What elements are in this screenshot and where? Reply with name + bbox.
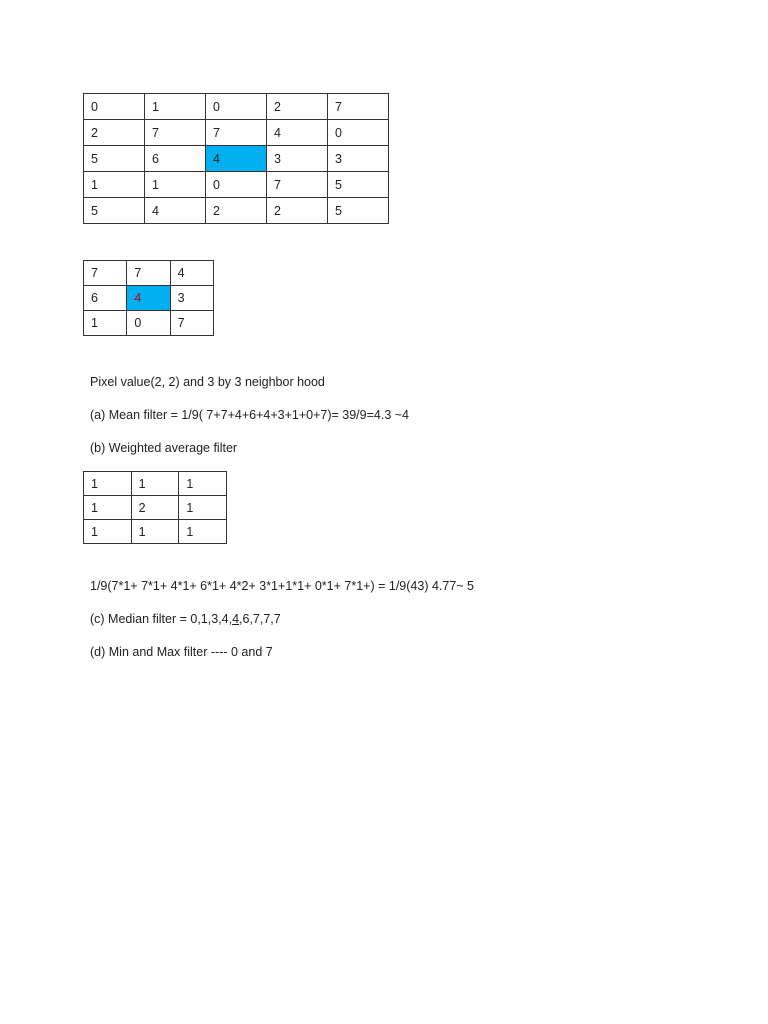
highlighted-center-pixel: 4 <box>127 286 170 311</box>
grid-cell: 1 <box>84 496 132 520</box>
grid-cell: 7 <box>267 172 328 198</box>
grid-cell: 2 <box>206 198 267 224</box>
intro-text: Pixel value(2, 2) and 3 by 3 neighbor hood <box>90 375 325 389</box>
grid-cell: 1 <box>84 172 145 198</box>
grid-cell: 0 <box>127 311 170 336</box>
grid-cell: 1 <box>84 520 132 544</box>
grid-cell: 7 <box>145 120 206 146</box>
grid-cell: 1 <box>179 472 227 496</box>
grid-cell: 7 <box>206 120 267 146</box>
table-row <box>84 496 227 520</box>
weighted-filter-heading: (b) Weighted average filter <box>90 441 238 455</box>
grid-cell: 2 <box>131 496 179 520</box>
grid-cell: 4 <box>145 198 206 224</box>
table-row <box>84 520 227 544</box>
table-row <box>84 286 214 311</box>
grid-cell: 4 <box>267 120 328 146</box>
grid-cell: 1 <box>179 520 227 544</box>
grid-cell: 5 <box>328 172 389 198</box>
table-row <box>84 120 389 146</box>
grid-cell: 0 <box>206 172 267 198</box>
grid-cell: 2 <box>267 198 328 224</box>
grid-cell: 1 <box>84 311 127 336</box>
table-row <box>84 198 389 224</box>
grid-cell: 3 <box>267 146 328 172</box>
median-filter-text <box>90 611 281 627</box>
table-row <box>84 472 227 496</box>
image-pixel-grid <box>83 93 389 224</box>
table-row <box>84 172 389 198</box>
grid-cell: 5 <box>328 198 389 224</box>
grid-cell: 3 <box>170 286 213 311</box>
grid-cell: 4 <box>170 261 213 286</box>
grid-cell: 0 <box>84 94 145 120</box>
grid-cell: 1 <box>179 496 227 520</box>
highlighted-center-pixel: 4 <box>206 146 267 172</box>
grid-cell: 6 <box>84 286 127 311</box>
median-suffix: ,6,7,7,7 <box>239 612 281 626</box>
grid-cell: 7 <box>170 311 213 336</box>
grid-cell: 1 <box>145 94 206 120</box>
grid-cell: 5 <box>84 146 145 172</box>
grid-cell: 7 <box>127 261 170 286</box>
grid-cell: 0 <box>328 120 389 146</box>
table-row <box>84 94 389 120</box>
grid-cell: 2 <box>267 94 328 120</box>
grid-cell: 1 <box>131 472 179 496</box>
grid-cell: 6 <box>145 146 206 172</box>
median-value: 4 <box>232 612 240 626</box>
weight-mask-grid <box>83 471 227 544</box>
grid-cell: 7 <box>84 261 127 286</box>
weighted-calculation-text: 1/9(7*1+ 7*1+ 4*1+ 6*1+ 4*2+ 3*1+1*1+ 0*1+ 7*1+) = 1/9(43) 4.77~ 5 <box>90 579 475 593</box>
table-row <box>84 311 214 336</box>
mean-filter-text: (a) Mean filter = 1/9( 7+7+4+6+4+3+1+0+7)= 39/9=4.3 ~4 <box>90 408 409 422</box>
median-prefix: (c) Median filter = 0,1,3,4, <box>90 612 233 626</box>
table-row <box>84 146 389 172</box>
grid-cell: 1 <box>145 172 206 198</box>
grid-cell: 1 <box>131 520 179 544</box>
grid-cell: 0 <box>206 94 267 120</box>
min-max-filter-text: (d) Min and Max filter ---- 0 and 7 <box>90 645 273 659</box>
grid-cell: 2 <box>84 120 145 146</box>
grid-cell: 1 <box>84 472 132 496</box>
grid-cell: 7 <box>328 94 389 120</box>
grid-cell: 5 <box>84 198 145 224</box>
neighborhood-grid <box>83 260 214 336</box>
grid-cell: 3 <box>328 146 389 172</box>
table-row <box>84 261 214 286</box>
